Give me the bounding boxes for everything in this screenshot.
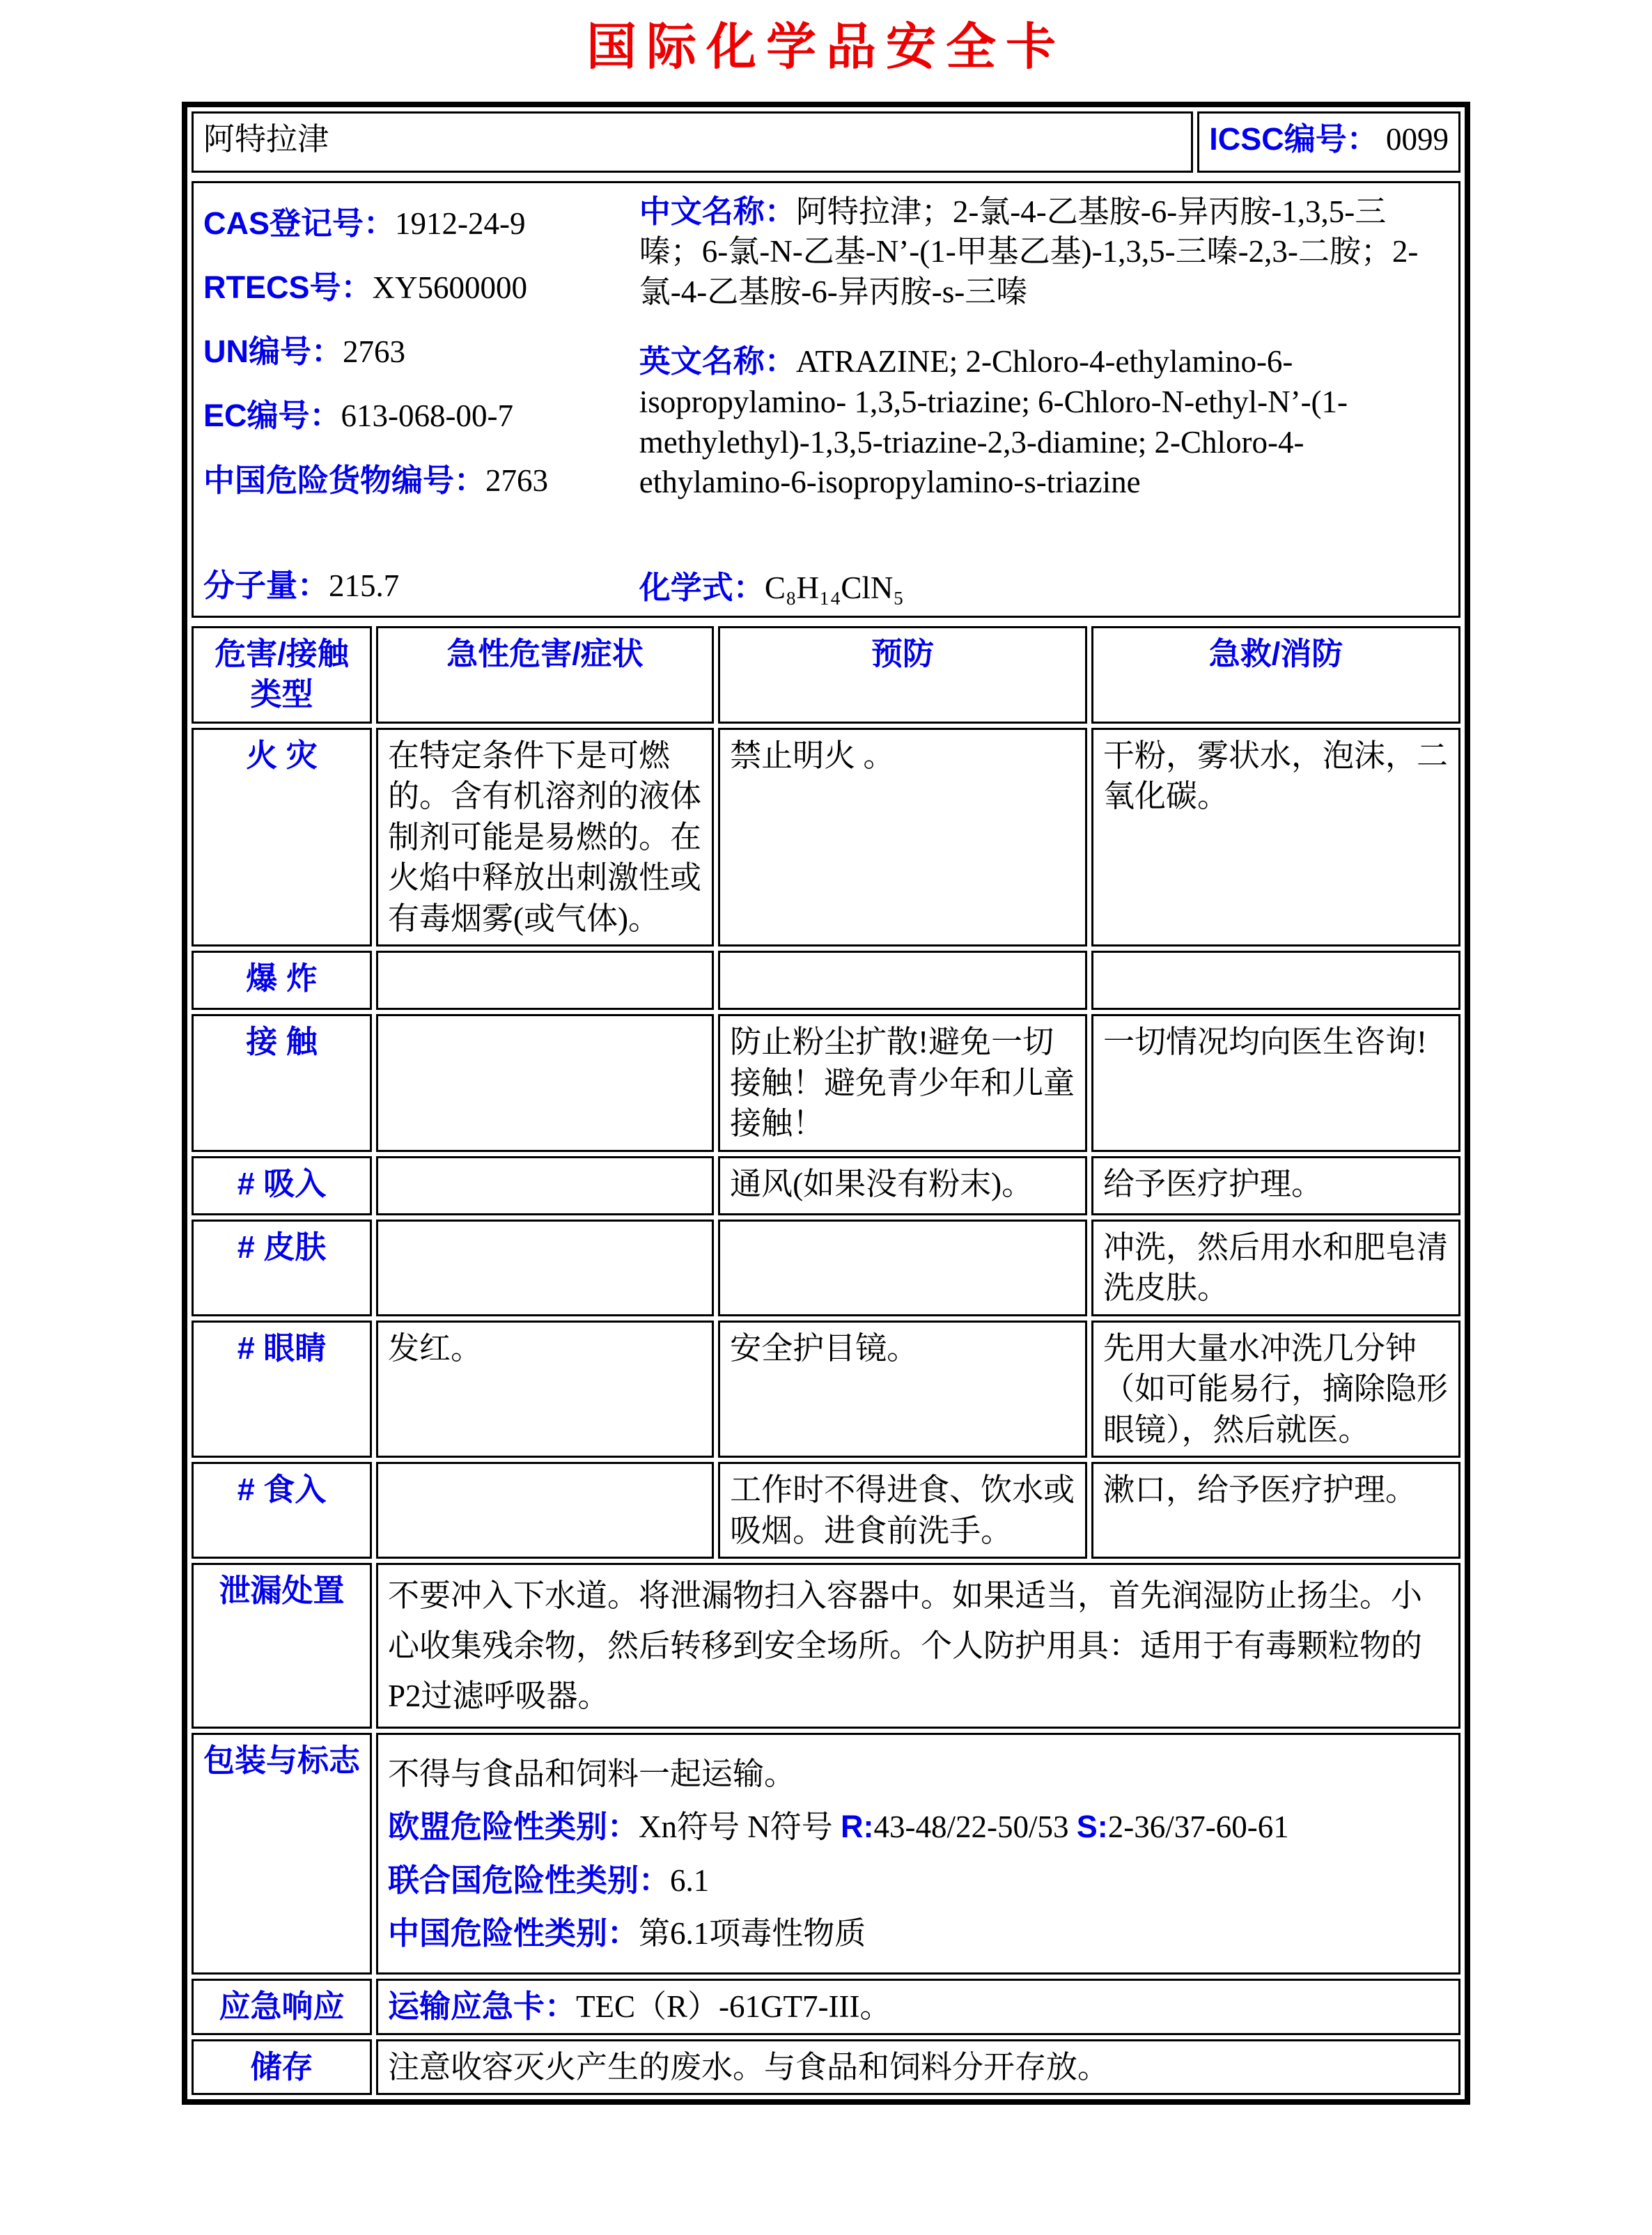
inhalation-aid-cell: 给予医疗护理。 — [1091, 1156, 1460, 1215]
inhalation-prevention-cell: 通风(如果没有粉末)。 — [718, 1156, 1087, 1215]
packaging-line-un-class: 联合国危险性类别：6.1 — [388, 1862, 710, 1898]
fire-aid-cell: 干粉，雾状水，泡沫，二氧化碳。 — [1091, 728, 1460, 947]
contact-symptom-cell — [376, 1014, 714, 1152]
storage-text-cell — [376, 2039, 1460, 2096]
storage-row-label: 储存 — [192, 2039, 372, 2096]
substance-name-cell — [192, 111, 1193, 173]
identifiers-column — [203, 189, 639, 610]
explosion-row-label: 爆 炸 — [192, 951, 372, 1010]
inhalation-row — [192, 1156, 1460, 1215]
info-table — [187, 177, 1465, 622]
ingestion-aid-cell: 漱口，给予医疗护理。 — [1091, 1462, 1460, 1559]
contact-aid-cell: 一切情况均向医生咨询! — [1091, 1014, 1460, 1152]
eyes-row — [192, 1321, 1460, 1458]
info-layout — [203, 189, 1449, 610]
emergency-text: 运输应急卡：TEC（R）-61GT7-III。 — [388, 1988, 891, 2025]
formula-label: 化学式： — [639, 569, 765, 605]
ingestion-prevention-cell: 工作时不得进食、饮水或吸烟。进食前洗手。 — [718, 1462, 1087, 1559]
rtecs-label: RTECS号： — [203, 269, 373, 305]
skin-row — [192, 1220, 1460, 1316]
fire-prevention-cell: 禁止明火 。 — [718, 728, 1087, 947]
chinese-name-value: 阿特拉津；2-氯-4-乙基胺-6-异丙胺-1,3,5-三嗪；6-氯-N-乙基-N’-(1-甲基乙基)-1,3,5-三嗪-2,3-二胺；2-氯-4-乙基胺-6-异丙胺-s-三嗪 — [639, 194, 1419, 309]
molecular-weight-value: 215.7 — [329, 568, 400, 604]
eyes-aid-cell: 先用大量水冲洗几分钟（如可能易行，摘除隐形眼镜），然后就医。 — [1091, 1321, 1460, 1458]
english-name-label: 英文名称： — [639, 343, 796, 380]
header-cell-aid: 急救/消防 — [1091, 626, 1460, 724]
packaging-line-china-class: 中国危险性类别：第6.1项毒性物质 — [388, 1915, 866, 1951]
molecular-weight-line — [203, 562, 639, 610]
ec-value: 613-068-00-7 — [341, 398, 513, 434]
chinese-name-label: 中文名称： — [639, 193, 796, 229]
formula-value: C₈H₁₄ClN₅ — [764, 570, 905, 605]
inhalation-symptom-cell — [376, 1156, 714, 1215]
hazard-table — [187, 622, 1465, 2100]
formula-line — [639, 566, 1449, 610]
packaging-text-cell — [376, 1733, 1460, 1975]
packaging-line-eu-class: 欧盟危险性类别：Xn符号 N符号 R:43-48/22-50/53 S:2-36/37-60-61 — [388, 1809, 1289, 1845]
ingestion-symptom-cell — [376, 1462, 714, 1559]
eyes-symptom-cell: 发红。 — [376, 1321, 714, 1458]
identifier-line-cas — [203, 192, 639, 256]
rtecs-value: XY5600000 — [372, 270, 528, 305]
skin-symptom-cell — [376, 1220, 714, 1316]
header-type-line2: 类型 — [250, 676, 313, 712]
cas-label: CAS登记号： — [203, 205, 396, 241]
explosion-symptom-cell — [376, 951, 714, 1010]
china-dg-label: 中国危险货物编号： — [203, 462, 486, 498]
substance-name: 阿特拉津 — [203, 121, 329, 157]
skin-aid-cell: 冲洗，然后用水和肥皂清洗皮肤。 — [1091, 1220, 1460, 1316]
un-label: UN编号： — [203, 334, 343, 370]
contact-prevention-cell: 防止粉尘扩散!避免一切接触！避免青少年和儿童接触！ — [718, 1014, 1087, 1152]
molecular-weight-label: 分子量： — [203, 568, 329, 604]
packaging-row-label: 包装与标志 — [192, 1733, 372, 1975]
storage-text: 注意收容灭火产生的废水。与食品和饲料分开存放。 — [388, 2049, 1109, 2085]
eyes-row-label: # 眼睛 — [192, 1321, 372, 1458]
contact-row — [192, 1014, 1460, 1152]
icsc-label: ICSC编号： — [1209, 120, 1378, 157]
ec-label: EC编号： — [203, 398, 341, 434]
identifier-line-un — [203, 320, 639, 384]
identifier-line-china — [203, 449, 639, 513]
safety-card — [182, 102, 1470, 2105]
card-header-row — [192, 111, 1460, 173]
fire-symptom-cell: 在特定条件下是可燃的。含有机溶剂的液体制剂可能是易燃的。在火焰中释放出刺激性或有毒烟雾(或气体)。 — [376, 728, 714, 947]
spill-row-label: 泄漏处置 — [192, 1563, 372, 1729]
fire-row-label: 火 灾 — [192, 728, 372, 947]
identifier-line-ec — [203, 384, 639, 448]
spill-row — [192, 1563, 1460, 1729]
info-row — [192, 181, 1460, 618]
explosion-aid-cell — [1091, 951, 1460, 1010]
ingestion-row-label: # 食入 — [192, 1462, 372, 1559]
fire-row — [192, 728, 1460, 947]
spill-text: 不要冲入下水道。将泄漏物扫入容器中。如果适当，首先润湿防止扬尘。小心收集残余物，然后转移到安全场所。个人防护用具：适用于有毒颗粒物的P2过滤呼吸器。 — [388, 1578, 1423, 1714]
emergency-text-cell — [376, 1979, 1460, 2035]
storage-row — [192, 2039, 1460, 2096]
emergency-row-label: 应急响应 — [192, 1979, 372, 2035]
cas-value: 1912-24-9 — [395, 205, 526, 241]
packaging-row — [192, 1733, 1460, 1975]
page-title: 国际化学品安全卡 — [586, 20, 1066, 75]
explosion-prevention-cell — [718, 951, 1087, 1010]
card-header-table — [187, 107, 1465, 177]
un-value: 2763 — [343, 334, 405, 370]
header-type-line1: 危害/接触 — [215, 635, 349, 671]
eyes-prevention-cell: 安全护目镜。 — [718, 1321, 1087, 1458]
spill-text-cell — [376, 1563, 1460, 1729]
contact-row-label: 接 触 — [192, 1014, 372, 1152]
header-cell-prevention: 预防 — [718, 626, 1087, 724]
inhalation-row-label: # 吸入 — [192, 1156, 372, 1215]
icsc-cell — [1197, 111, 1460, 173]
icsc-number: 0099 — [1386, 121, 1449, 157]
chinese-name-paragraph — [639, 192, 1449, 313]
ingestion-row — [192, 1462, 1460, 1559]
skin-prevention-cell — [718, 1220, 1087, 1316]
identifier-line-rtecs — [203, 256, 639, 320]
skin-row-label: # 皮肤 — [192, 1220, 372, 1316]
hazard-header-row — [192, 626, 1460, 724]
names-column — [639, 189, 1449, 610]
info-cell — [192, 181, 1460, 618]
emergency-row — [192, 1979, 1460, 2035]
english-name-value: ATRAZINE; 2-Chloro-4-ethylamino-6-isopropylamino- 1,3,5-triazine; 6-Chloro-N-ethyl-N’-(1-methylethyl)-1,3,5-triazine-2,3-diamine; 2-Chloro-4-ethylamino-6-isopropylamino-s-triazine — [639, 344, 1348, 500]
packaging-line-transport: 不得与食品和饲料一起运输。 — [388, 1757, 796, 1792]
english-name-paragraph — [639, 341, 1449, 502]
china-dg-value: 2763 — [485, 462, 549, 498]
header-cell-type — [192, 626, 372, 724]
explosion-row — [192, 951, 1460, 1010]
header-cell-symptom: 急性危害/症状 — [376, 626, 714, 724]
